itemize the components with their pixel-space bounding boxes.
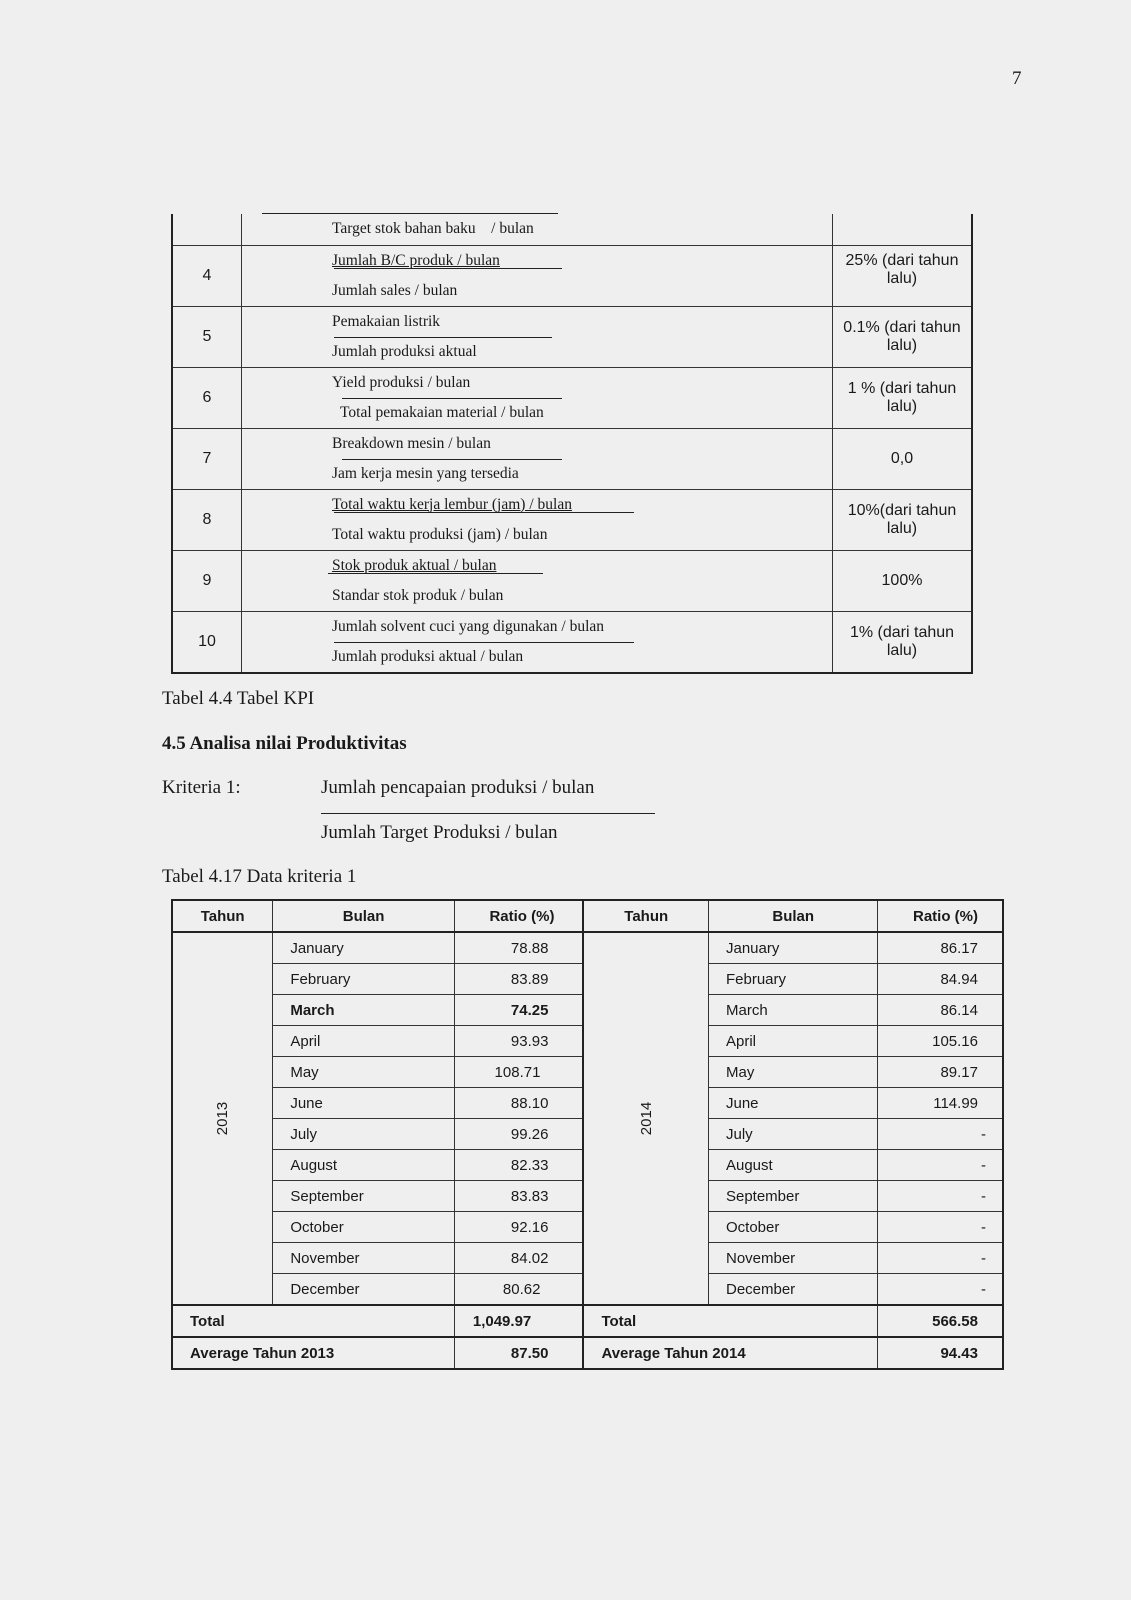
- table-row: [172, 306, 972, 367]
- header-row: [172, 900, 1003, 932]
- ratio-cell: 108.71: [454, 1057, 583, 1088]
- ratio-cell: 84.94: [878, 964, 1003, 995]
- table-row: [172, 245, 972, 306]
- ratio-cell: 105.16: [878, 1026, 1003, 1057]
- table-row: [172, 489, 972, 550]
- total-value: 566.58: [878, 1305, 1003, 1337]
- numerator: Yield produksi / bulan: [332, 373, 471, 391]
- ratio-cell: 82.33: [454, 1150, 583, 1181]
- ratio-cell: 80.62: [454, 1274, 583, 1306]
- month-cell: April: [708, 1026, 877, 1057]
- criteria-numerator: Jumlah pencapaian produksi / bulan: [321, 777, 595, 798]
- month-cell: May: [708, 1057, 877, 1088]
- target-value: 25% (dari tahun lalu): [833, 245, 973, 306]
- ratio-cell: 84.02: [454, 1243, 583, 1274]
- ratio-cell: 93.93: [454, 1026, 583, 1057]
- table-row: [172, 611, 972, 673]
- month-cell: September: [708, 1181, 877, 1212]
- ratio-cell: 74.25: [454, 995, 583, 1026]
- average-label: Average Tahun 2013: [172, 1337, 454, 1369]
- ratio-cell: -: [878, 1243, 1003, 1274]
- total-label: Total: [583, 1305, 877, 1337]
- criteria-denominator: Jumlah Target Produksi / bulan: [321, 822, 558, 843]
- total-label: Total: [172, 1305, 454, 1337]
- criteria-label: Kriteria 1:: [162, 777, 241, 798]
- kpi-table-caption: Tabel 4.4 Tabel KPI: [162, 688, 315, 709]
- month-cell: August: [273, 1150, 455, 1181]
- target-value: 10%(dari tahun lalu): [833, 489, 973, 550]
- criteria-data-table: [171, 899, 1004, 1370]
- ratio-cell: 114.99: [878, 1088, 1003, 1119]
- numerator: Total waktu kerja lembur (jam) / bulan: [332, 495, 572, 513]
- month-cell: February: [273, 964, 455, 995]
- denominator: Jam kerja mesin yang tersedia: [332, 464, 519, 482]
- target-value: 1 % (dari tahun lalu): [833, 367, 973, 428]
- numerator: Jumlah solvent cuci yang digunakan / bulan: [332, 617, 605, 635]
- table-row: [172, 367, 972, 428]
- table-row: [172, 214, 972, 245]
- row-number: 10: [172, 611, 242, 673]
- target-value: 0.1% (dari tahun lalu): [833, 306, 973, 367]
- ratio-cell: -: [878, 1181, 1003, 1212]
- target-value: 100%: [833, 550, 973, 611]
- month-cell: March: [708, 995, 877, 1026]
- month-cell: April: [273, 1026, 455, 1057]
- month-cell: November: [273, 1243, 455, 1274]
- numerator: Pemakaian listrik: [332, 312, 441, 330]
- row-number: 5: [172, 306, 242, 367]
- month-cell: December: [273, 1274, 455, 1306]
- month-cell: January: [708, 932, 877, 964]
- table-row: [172, 428, 972, 489]
- denominator: Jumlah sales / bulan: [332, 281, 458, 299]
- data-table-caption: Tabel 4.17 Data kriteria 1: [162, 866, 357, 887]
- row-number: 9: [172, 550, 242, 611]
- ratio-cell: 83.89: [454, 964, 583, 995]
- ratio-cell: 83.83: [454, 1181, 583, 1212]
- month-cell: October: [708, 1212, 877, 1243]
- denominator: Total pemakaian material / bulan: [340, 403, 544, 421]
- column-header: Ratio (%): [454, 900, 583, 932]
- table-row: [172, 550, 972, 611]
- numerator: Stok produk aktual / bulan: [332, 556, 497, 574]
- year-cell: 2013: [172, 932, 273, 1305]
- page-number: 7: [1012, 68, 1022, 89]
- ratio-cell: -: [878, 1150, 1003, 1181]
- column-header: Tahun: [172, 900, 273, 932]
- month-cell: December: [708, 1274, 877, 1306]
- column-header: Tahun: [583, 900, 708, 932]
- month-cell: October: [273, 1212, 455, 1243]
- target-value: 1% (dari tahun lalu): [833, 611, 973, 673]
- column-header: Ratio (%): [878, 900, 1003, 932]
- year-cell: 2014: [583, 932, 708, 1305]
- denominator: Jumlah produksi aktual / bulan: [332, 647, 524, 665]
- denominator: Jumlah produksi aktual: [332, 342, 477, 360]
- denominator: Standar stok produk / bulan: [332, 586, 504, 604]
- average-row: [172, 1337, 1003, 1369]
- numerator: Jumlah B/C produk / bulan: [332, 251, 500, 269]
- ratio-cell: -: [878, 1119, 1003, 1150]
- fraction-bar: [321, 813, 655, 814]
- ratio-cell: 86.17: [878, 932, 1003, 964]
- ratio-cell: 88.10: [454, 1088, 583, 1119]
- month-cell: March: [273, 995, 455, 1026]
- section-heading: 4.5 Analisa nilai Produktivitas: [162, 733, 407, 754]
- average-value: 87.50: [454, 1337, 583, 1369]
- numerator: Breakdown mesin / bulan: [332, 434, 491, 452]
- ratio-cell: 99.26: [454, 1119, 583, 1150]
- ratio-cell: 92.16: [454, 1212, 583, 1243]
- column-header: Bulan: [708, 900, 877, 932]
- table-row: [172, 932, 1003, 964]
- month-cell: January: [273, 932, 455, 964]
- ratio-cell: -: [878, 1212, 1003, 1243]
- month-cell: November: [708, 1243, 877, 1274]
- total-value: 1,049.97: [454, 1305, 583, 1337]
- ratio-cell: 89.17: [878, 1057, 1003, 1088]
- month-cell: June: [273, 1088, 455, 1119]
- column-header: Bulan: [273, 900, 455, 932]
- row-number: 8: [172, 489, 242, 550]
- ratio-cell: 86.14: [878, 995, 1003, 1026]
- ratio-cell: 78.88: [454, 932, 583, 964]
- row-number: 4: [172, 245, 242, 306]
- target-value: 0,0: [833, 428, 973, 489]
- average-label: Average Tahun 2014: [583, 1337, 877, 1369]
- kpi-table: [171, 214, 973, 674]
- ratio-cell: -: [878, 1274, 1003, 1306]
- month-cell: September: [273, 1181, 455, 1212]
- row-number: 7: [172, 428, 242, 489]
- average-value: 94.43: [878, 1337, 1003, 1369]
- row-number: 6: [172, 367, 242, 428]
- month-cell: August: [708, 1150, 877, 1181]
- month-cell: February: [708, 964, 877, 995]
- month-cell: June: [708, 1088, 877, 1119]
- denominator: Target stok bahan baku / bulan: [332, 220, 534, 238]
- month-cell: July: [708, 1119, 877, 1150]
- month-cell: July: [273, 1119, 455, 1150]
- month-cell: May: [273, 1057, 455, 1088]
- total-row: [172, 1305, 1003, 1337]
- denominator: Total waktu produksi (jam) / bulan: [332, 525, 548, 543]
